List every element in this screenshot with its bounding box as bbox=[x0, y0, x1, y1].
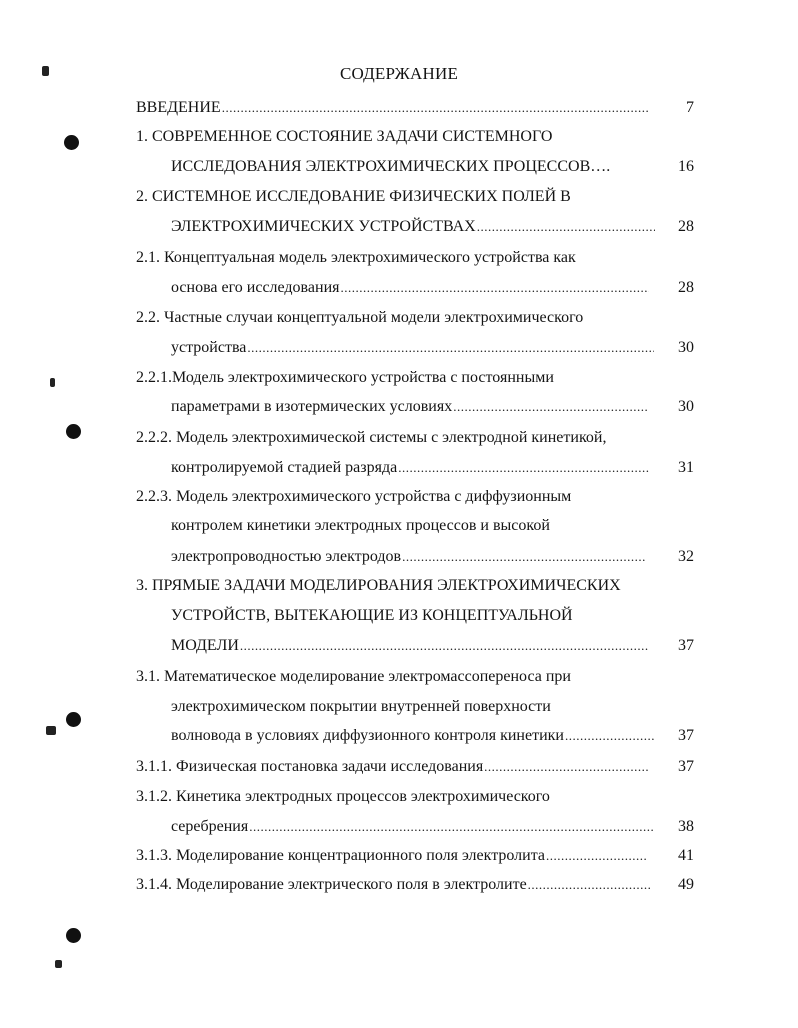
toc-page-number: 7 bbox=[686, 99, 694, 116]
toc-page-number: 28 bbox=[678, 218, 694, 235]
toc-line: электрохимическом покрытии внутренней поверхности bbox=[171, 698, 551, 715]
scan-speck bbox=[46, 726, 56, 735]
toc-page-number: 37 bbox=[678, 727, 694, 744]
punch-hole-4 bbox=[66, 928, 81, 943]
toc-line: 3.1.3. Моделирование концентрационного поля электролита ..... bbox=[136, 844, 648, 868]
toc-page-number: 49 bbox=[678, 876, 694, 893]
toc-page-number: 32 bbox=[678, 548, 694, 565]
toc-line: 3.1. Математическое моделирование электромассопереноса при bbox=[136, 668, 571, 685]
toc-line: 1. СОВРЕМЕННОЕ СОСТОЯНИЕ ЗАДАЧИ СИСТЕМНОГО bbox=[136, 128, 553, 145]
toc-line: контролируемой стадией разряда ..... bbox=[171, 456, 649, 480]
toc-line: ЭЛЕКТРОХИМИЧЕСКИХ УСТРОЙСТВАХ ..... bbox=[171, 215, 655, 239]
toc-page-number: 16 bbox=[678, 158, 694, 175]
punch-hole-3 bbox=[66, 712, 81, 727]
toc-line: серебрения ..... bbox=[171, 815, 654, 839]
page-title: СОДЕРЖАНИЕ bbox=[339, 64, 459, 83]
toc-line: основа его исследования ..... bbox=[171, 276, 649, 300]
toc-line: 2.2.3. Модель электрохимического устройства с диффузионным bbox=[136, 488, 572, 505]
toc-line: 2.2. Частные случаи концептуальной модели электрохимического bbox=[136, 309, 584, 326]
toc-page-number: 30 bbox=[678, 339, 694, 356]
toc-line: электропроводностью электродов ..... bbox=[171, 545, 646, 569]
toc-page-number: 30 bbox=[678, 398, 694, 415]
toc-line: 3.1.4. Моделирование электрического поля в электролите ..... bbox=[136, 873, 651, 897]
scan-speck bbox=[55, 960, 62, 968]
toc-line: ВВЕДЕНИЕ ..... bbox=[136, 96, 650, 120]
toc-page-number: 28 bbox=[678, 279, 694, 296]
toc-line: МОДЕЛИ ..... bbox=[171, 634, 649, 658]
toc-page-number: 37 bbox=[678, 637, 694, 654]
scan-speck bbox=[50, 378, 55, 387]
toc-line: 2.2.1.Модель электрохимического устройства с постоянными bbox=[136, 369, 554, 386]
punch-hole-2 bbox=[66, 424, 81, 439]
punch-hole-1 bbox=[64, 135, 79, 150]
toc-line: устройства ..... bbox=[171, 336, 654, 360]
toc-line: ИССЛЕДОВАНИЯ ЭЛЕКТРОХИМИЧЕСКИХ ПРОЦЕССОВ…. bbox=[171, 158, 611, 175]
toc-line: контролем кинетики электродных процессов и высокой bbox=[171, 517, 550, 534]
toc-line: 2.2.2. Модель электрохимической системы с электродной кинетикой, bbox=[136, 429, 607, 446]
toc-line: параметрами в изотермических условиях ..... bbox=[171, 395, 649, 419]
toc-line: 3.1.2. Кинетика электродных процессов электрохимического bbox=[136, 788, 550, 805]
toc-line: УСТРОЙСТВ, ВЫТЕКАЮЩИЕ ИЗ КОНЦЕПТУАЛЬНОЙ bbox=[171, 607, 573, 624]
toc-line: 2.1. Концептуальная модель электрохимического устройства как bbox=[136, 249, 576, 266]
toc-line: 2. СИСТЕМНОЕ ИССЛЕДОВАНИЕ ФИЗИЧЕСКИХ ПОЛЕЙ В bbox=[136, 188, 571, 205]
toc-page-number: 41 bbox=[678, 847, 694, 864]
toc-line: волновода в условиях диффузионного контроля кинетики ..... bbox=[171, 724, 654, 748]
toc-page-number: 37 bbox=[678, 758, 694, 775]
toc-line: 3. ПРЯМЫЕ ЗАДАЧИ МОДЕЛИРОВАНИЯ ЭЛЕКТРОХИМИЧЕСКИХ bbox=[136, 577, 621, 594]
toc-page-number: 31 bbox=[678, 459, 694, 476]
toc-page-number: 38 bbox=[678, 818, 694, 835]
toc-line: 3.1.1. Физическая постановка задачи исследования ..... bbox=[136, 755, 649, 779]
